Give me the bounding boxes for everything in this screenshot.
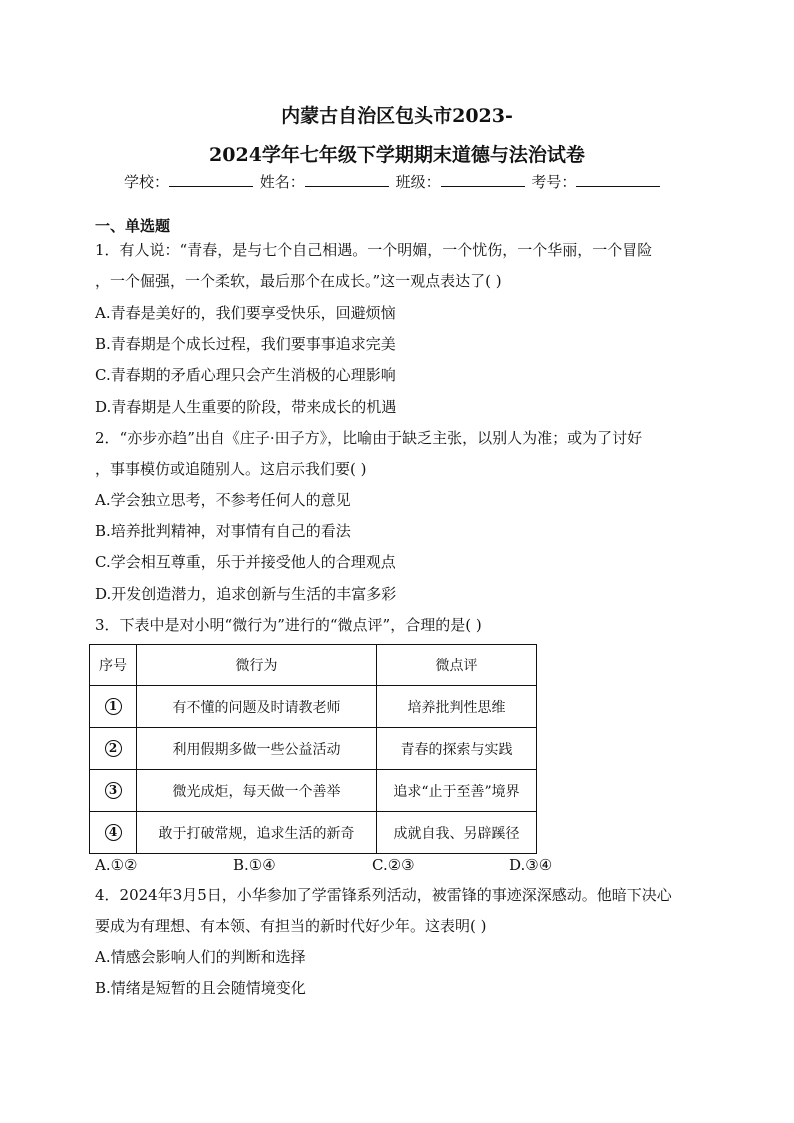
section-title: 一、单选题: [95, 217, 171, 235]
q4-stem-line1: 4．2024年3月5日，小华参加了学雷锋系列活动，被雷锋的事迹深深感动。他暗下决心: [95, 886, 672, 904]
exam-number-label: 考号：: [531, 173, 577, 191]
row-comment: 追求“止于至善”境界: [377, 770, 537, 812]
exam-number-blank[interactable]: [576, 172, 660, 187]
row-number-circle: 3: [105, 782, 122, 799]
row-number-circle: 4: [105, 824, 122, 841]
q1-option-c: C.青春期的矛盾心理只会产生消极的心理影响: [95, 366, 396, 384]
table-row: [90, 770, 537, 812]
q2-option-b: B.培养批判精神，对事情有自己的看法: [95, 522, 351, 540]
class-blank[interactable]: [441, 172, 525, 187]
name-blank[interactable]: [305, 172, 389, 187]
row-action: 利用假期多做一些公益活动: [137, 728, 377, 770]
class-label: 班级：: [395, 173, 441, 191]
q2-stem-line2: ，事事模仿或追随别人。这启示我们要( ): [95, 460, 367, 478]
name-label: 姓名：: [259, 173, 305, 191]
q3-stem: 3．下表中是对小明“微行为”进行的“微点评”，合理的是( ): [95, 616, 482, 634]
row-comment: 青春的探索与实践: [377, 728, 537, 770]
q1-option-a: A.青春是美好的，我们要享受快乐，回避烦恼: [95, 304, 396, 322]
q3-option-c: C.②③: [372, 856, 415, 874]
row-number-circle: 1: [105, 698, 122, 715]
row-action: 微光成炬，每天做一个善举: [137, 770, 377, 812]
table-row: [90, 812, 537, 854]
q2-option-a: A.学会独立思考，不参考任何人的意见: [95, 491, 351, 509]
school-blank[interactable]: [169, 172, 253, 187]
student-info-fields: [124, 171, 662, 192]
q1-option-d: D.青春期是人生重要的阶段，带来成长的机遇: [95, 398, 397, 416]
table-header-row: [90, 645, 537, 686]
header-action: 微行为: [137, 645, 377, 686]
q4-option-a: A.情感会影响人们的判断和选择: [95, 948, 306, 966]
row-comment: 培养批判性思维: [377, 686, 537, 728]
q3-behavior-table: [89, 644, 537, 854]
q4-stem-line2: 要成为有理想、有本领、有担当的新时代好少年。这表明( ): [95, 917, 487, 935]
row-action: 敢于打破常规，追求生活的新奇: [137, 812, 377, 854]
table-row: [90, 686, 537, 728]
school-label: 学校：: [124, 173, 170, 191]
q3-options: [95, 856, 695, 876]
exam-title-line2: 2024学年七年级下学期期末道德与法治试卷: [209, 144, 585, 166]
q2-option-c: C.学会相互尊重，乐于并接受他人的合理观点: [95, 553, 396, 571]
table-row: [90, 728, 537, 770]
q1-option-b: B.青春期是个成长过程，我们要事事追求完美: [95, 335, 396, 353]
q1-stem-line1: 1．有人说：“青春，是与七个自己相遇。一个明媚，一个忧伤，一个华丽，一个冒险: [95, 241, 653, 259]
q2-stem-line1: 2．“亦步亦趋”出自《庄子·田子方》，比喻由于缺乏主张，以别人为准；或为了讨好: [95, 429, 643, 447]
row-comment: 成就自我、另辟蹊径: [377, 812, 537, 854]
q2-option-d: D.开发创造潜力，追求创新与生活的丰富多彩: [95, 585, 397, 603]
q3-option-d: D.③④: [509, 856, 553, 874]
exam-title-line1: 内蒙古自治区包头市2023-: [281, 105, 513, 127]
row-number-circle: 2: [105, 740, 122, 757]
q1-stem-line2: ，一个倔强，一个柔软，最后那个在成长。”这一观点表达了( ): [95, 272, 502, 290]
header-comment: 微点评: [377, 645, 537, 686]
q3-option-a: A.①②: [95, 856, 138, 874]
q4-option-b: B.情绪是短暂的且会随情境变化: [95, 979, 306, 997]
header-number: 序号: [90, 645, 137, 686]
q3-option-b: B.①④: [233, 856, 276, 874]
row-action: 有不懂的问题及时请教老师: [137, 686, 377, 728]
